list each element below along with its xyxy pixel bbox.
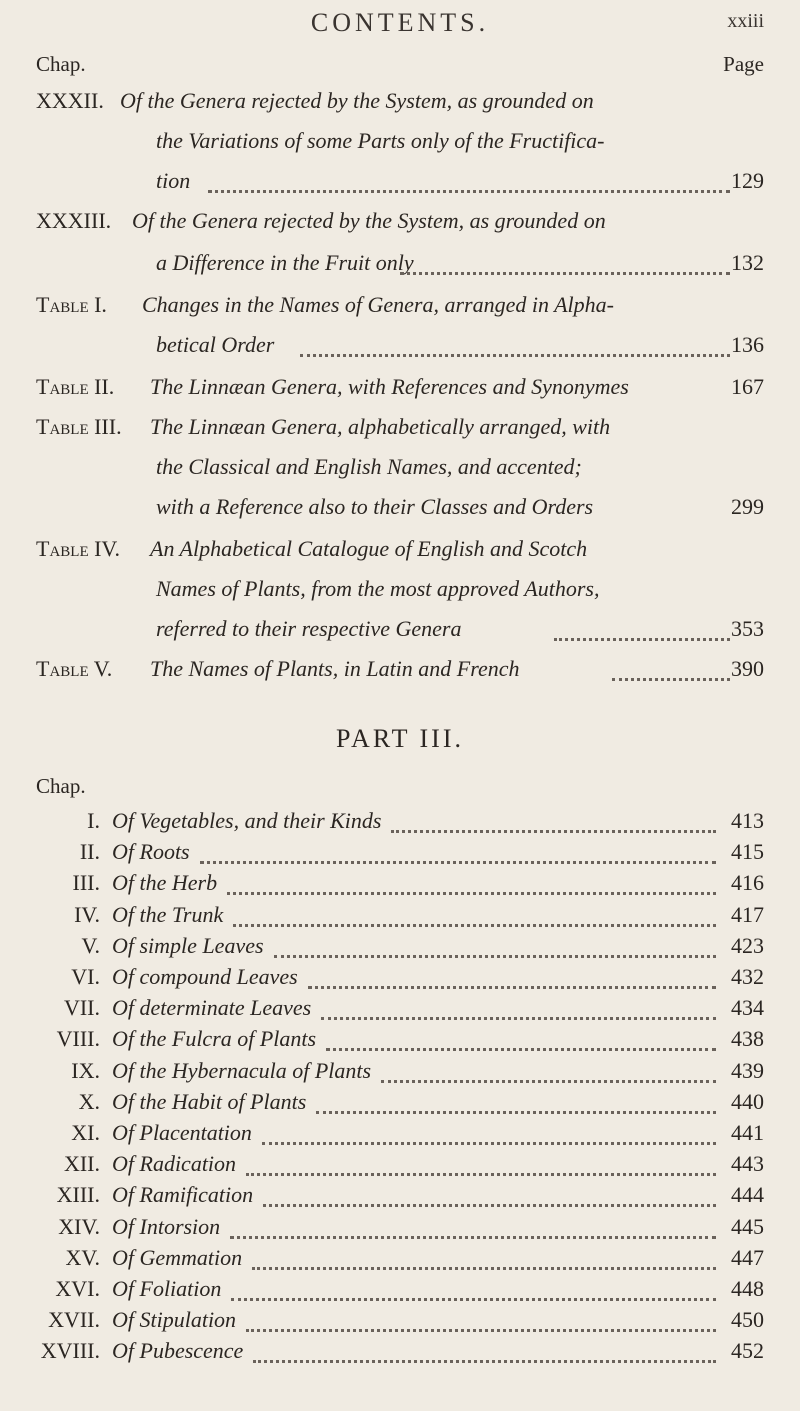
- chapter-title: Of the Habit of Plants: [112, 1088, 307, 1114]
- chapter-number: XVIII.: [40, 1338, 100, 1364]
- page-ref: 444: [731, 1182, 764, 1208]
- chapter-title: Of the Fulcra of Plants: [112, 1026, 317, 1052]
- page-ref: 129: [731, 168, 764, 193]
- dot-leader: [274, 951, 716, 958]
- chap-column-label: Chap.: [36, 52, 86, 76]
- dot-leader: [252, 1263, 716, 1270]
- chapter-number: XV.: [65, 1244, 100, 1270]
- entry-line: betical Order: [156, 332, 275, 357]
- page-ref: 390: [731, 656, 764, 681]
- table-label: Table III.: [36, 414, 122, 439]
- page-ref: 353: [731, 616, 764, 641]
- dot-leader: [262, 1138, 716, 1145]
- chapter-title: Of Radication: [112, 1151, 237, 1177]
- page-ref: 132: [731, 250, 764, 275]
- chapter-number: I.: [87, 808, 100, 833]
- chapter-number: XIII.: [56, 1182, 100, 1208]
- dot-leader: [300, 350, 730, 357]
- chapter-number: IX.: [71, 1057, 100, 1083]
- entry-line: The Linnæan Genera, alphabetically arranged, with: [150, 414, 611, 439]
- entry-line: Changes in the Names of Genera, arranged in Alpha-: [142, 292, 614, 317]
- chapter-title: Of compound Leaves: [112, 964, 298, 989]
- chapter-title: Of Stipulation: [112, 1307, 237, 1333]
- chapter-title: Of the Hybernacula of Plants: [112, 1057, 372, 1083]
- dot-leader: [400, 268, 730, 275]
- dot-leader: [554, 634, 730, 641]
- entry-line: a Difference in the Fruit only: [156, 250, 414, 275]
- page-ref: 434: [731, 995, 764, 1021]
- chapter-number: XVII.: [48, 1307, 100, 1333]
- chapter-title: Of Placentation: [112, 1120, 252, 1145]
- page-ref: 450: [731, 1307, 764, 1333]
- entry-line: the Variations of some Parts only of the Fructifica-: [156, 128, 605, 153]
- table-label: Table I.: [36, 292, 107, 317]
- dot-leader: [381, 1076, 716, 1083]
- entry-line: Of the Genera rejected by the System, as grounded on: [120, 88, 594, 113]
- page-header-title: CONTENTS.: [310, 8, 490, 37]
- page-ref: 417: [731, 901, 764, 927]
- table-label: Table IV.: [36, 536, 120, 561]
- entry-line: The Names of Plants, in Latin and French: [150, 656, 520, 681]
- page-ref: 438: [731, 1026, 764, 1052]
- dot-leader: [612, 674, 730, 681]
- dot-leader: [230, 1232, 716, 1239]
- page-ref: 440: [731, 1088, 764, 1114]
- chapter-title: Of Gemmation: [112, 1244, 243, 1270]
- dot-leader: [200, 857, 716, 864]
- dot-leader: [391, 826, 716, 833]
- entry-line: referred to their respective Genera: [156, 616, 462, 641]
- page-ref: 452: [731, 1338, 764, 1364]
- chapter-number: XI.: [71, 1120, 100, 1145]
- entry-line: the Classical and English Names, and accented;: [156, 454, 582, 479]
- chapter-number: V.: [81, 932, 100, 958]
- chapter-title: Of Roots: [112, 839, 190, 865]
- dot-leader: [246, 1325, 716, 1332]
- page-ref: 413: [731, 808, 764, 833]
- chap-column-label: Chap.: [36, 774, 86, 798]
- chapter-number: X.: [78, 1088, 100, 1114]
- entry-line: tion: [156, 168, 191, 193]
- chapter-title: Of Ramification: [112, 1182, 254, 1208]
- page-ref: 443: [731, 1151, 764, 1177]
- part-heading: PART III.: [335, 724, 465, 753]
- page-ref: 448: [731, 1276, 764, 1301]
- chapter-number: XIV.: [58, 1213, 100, 1239]
- dot-leader: [246, 1169, 716, 1176]
- dot-leader: [208, 186, 730, 193]
- chapter-title: Of Foliation: [112, 1276, 222, 1301]
- chapter-number: IV.: [74, 901, 100, 927]
- chapter-number: II.: [79, 839, 100, 865]
- dot-leader: [263, 1200, 716, 1207]
- chapter-title: Of Vegetables, and their Kinds: [112, 808, 382, 833]
- page-ref: 136: [731, 332, 764, 357]
- page-ref: 167: [731, 374, 764, 399]
- page-ref: 416: [731, 870, 764, 896]
- entry-line: Names of Plants, from the most approved Authors,: [156, 576, 600, 601]
- dot-leader: [308, 982, 716, 989]
- dot-leader: [231, 1294, 716, 1301]
- table-label: Table V.: [36, 656, 113, 681]
- page-ref: 432: [731, 964, 764, 989]
- chapter-number: XII.: [63, 1151, 100, 1177]
- dot-leader: [326, 1044, 716, 1051]
- chapter-number: VI.: [71, 964, 100, 989]
- entry-line: with a Reference also to their Classes and Orders: [156, 494, 594, 519]
- dot-leader: [316, 1107, 716, 1114]
- chapter-number: XXXII.: [36, 88, 104, 113]
- chapter-title: Of Intorsion: [112, 1213, 221, 1239]
- entry-line: An Alphabetical Catalogue of English and Scotch: [150, 536, 588, 561]
- page-column-label: Page: [723, 52, 764, 76]
- page-ref: 423: [731, 932, 764, 958]
- page-ref: 299: [731, 494, 764, 519]
- chapter-number: III.: [72, 870, 100, 896]
- page-number: xxiii: [727, 10, 764, 32]
- entry-line: Of the Genera rejected by the System, as grounded on: [132, 208, 606, 233]
- chapter-title: Of simple Leaves: [112, 932, 264, 958]
- table-label: Table II.: [36, 374, 115, 399]
- dot-leader: [253, 1356, 716, 1363]
- entry-line: The Linnæan Genera, with References and Synonymes: [150, 374, 629, 399]
- chapter-number: XVI.: [55, 1276, 100, 1301]
- chapter-title: Of determinate Leaves: [112, 995, 312, 1021]
- chapter-number: VIII.: [56, 1026, 100, 1052]
- dot-leader: [321, 1013, 716, 1020]
- chapter-number: VII.: [63, 995, 100, 1021]
- page-ref: 441: [731, 1120, 764, 1145]
- page-ref: 445: [731, 1213, 764, 1239]
- dot-leader: [233, 920, 716, 927]
- page-ref: 439: [731, 1057, 764, 1083]
- chapter-title: Of Pubescence: [112, 1338, 244, 1364]
- page-ref: 447: [731, 1244, 764, 1270]
- page-ref: 415: [731, 839, 764, 865]
- chapter-title: Of the Herb: [112, 870, 218, 896]
- dot-leader: [227, 888, 716, 895]
- chapter-title: Of the Trunk: [112, 901, 224, 927]
- chapter-number: XXXIII.: [36, 208, 112, 233]
